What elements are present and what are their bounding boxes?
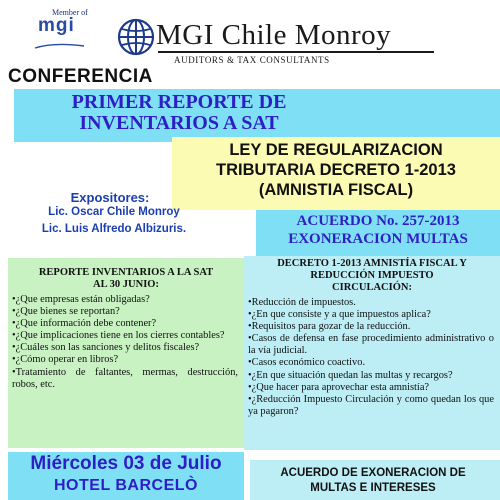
acuerdo-title-line: EXONERACION MULTAS — [288, 231, 468, 247]
inventory-heading-line: AL 30 JUNIO: — [93, 279, 159, 290]
acuerdo-title-line: ACUERDO No. 257-2013 — [296, 213, 460, 229]
list-item: •¿Cómo operar en libros? — [12, 354, 119, 366]
ley-title-line: LEY DE REGULARIZACION — [229, 141, 443, 159]
list-item: •¿Que empresas están obligadas? — [12, 294, 150, 305]
primer-title-line: PRIMER REPORTE DE — [71, 91, 287, 113]
decree-heading-line: DECRETO 1-2013 AMNISTÍA FISCAL Y — [277, 258, 467, 269]
decree-heading-line: REDUCCIÓN IMPUESTO — [310, 270, 434, 281]
inventory-heading-line: REPORTE INVENTARIOS A LA SAT — [38, 267, 214, 278]
list-item: •¿Que bienes se reportan? — [12, 306, 120, 318]
list-item: •Requisitos para gozar de la reducción. — [248, 321, 411, 333]
event-venue: HOTEL BARCELÒ — [54, 477, 198, 494]
brand-divider — [158, 51, 434, 53]
list-item: •¿Reducción Impuesto Circulación y como quedan los que ya pagaron? — [248, 393, 494, 417]
list-item: •Casos de defensa en fase procedimiento administrativo o la vía judicial. — [248, 333, 494, 357]
member-of-label: Member of — [52, 8, 88, 17]
globe-logo-icon — [117, 18, 155, 56]
decree-heading-line: CIRCULACIÓN: — [332, 282, 412, 293]
inventory-list — [12, 294, 238, 391]
list-item: •Reducción de impuestos. — [248, 297, 356, 308]
list-item: •¿Que implicaciones tiene en los cierres contables? — [12, 330, 225, 342]
decree-heading — [248, 258, 496, 294]
event-date: Miércoles 03 de Julio — [30, 453, 222, 474]
conference-label: CONFERENCIA — [8, 66, 153, 87]
expositor-name: Lic. Oscar Chile Monroy — [48, 206, 180, 218]
inventory-heading — [12, 267, 240, 291]
brand-logo — [156, 19, 392, 65]
list-item: •Casos económico coactivo. — [248, 357, 366, 369]
ley-title-line: (AMNISTIA FISCAL) — [258, 181, 414, 199]
list-item: •¿Que información debe contener? — [12, 318, 157, 330]
ley-title — [172, 140, 500, 200]
brand-name: MGI Chile Monroy — [156, 19, 392, 51]
list-item: •¿Que hacer para aprovechar esta amnistía? — [248, 381, 430, 393]
list-item: •¿Cuáles son las sanciones y delitos fiscales? — [12, 342, 200, 354]
ley-title-line: TRIBUTARIA DECRETO 1-2013 — [216, 161, 456, 179]
exoneracion-title-line: MULTAS E INTERESES — [310, 482, 436, 494]
exoneracion-title — [250, 466, 496, 496]
expositor-name: Lic. Luis Alfredo Albizuris. — [41, 223, 187, 235]
mgi-network-logo: mgi — [38, 15, 75, 36]
list-item: •¿En que consiste y a que impuestos aplica? — [248, 309, 431, 321]
primer-title-line: INVENTARIOS A SAT — [79, 112, 279, 134]
brand-subtitle: AUDITORS & TAX CONSULTANTS — [174, 55, 330, 65]
list-item: •¿En que situación quedan las multas y recargos? — [248, 369, 453, 381]
list-item: •Tratamiento de faltantes, mermas, destrucción, robos, etc. — [12, 366, 238, 390]
expositores-label: Expositores: — [70, 190, 150, 205]
mgi-swoosh-icon — [34, 42, 86, 50]
primer-title — [14, 92, 344, 134]
acuerdo-title — [256, 212, 500, 248]
exoneracion-title-line: ACUERDO DE EXONERACION DE — [280, 467, 466, 479]
decree-list — [248, 297, 494, 418]
